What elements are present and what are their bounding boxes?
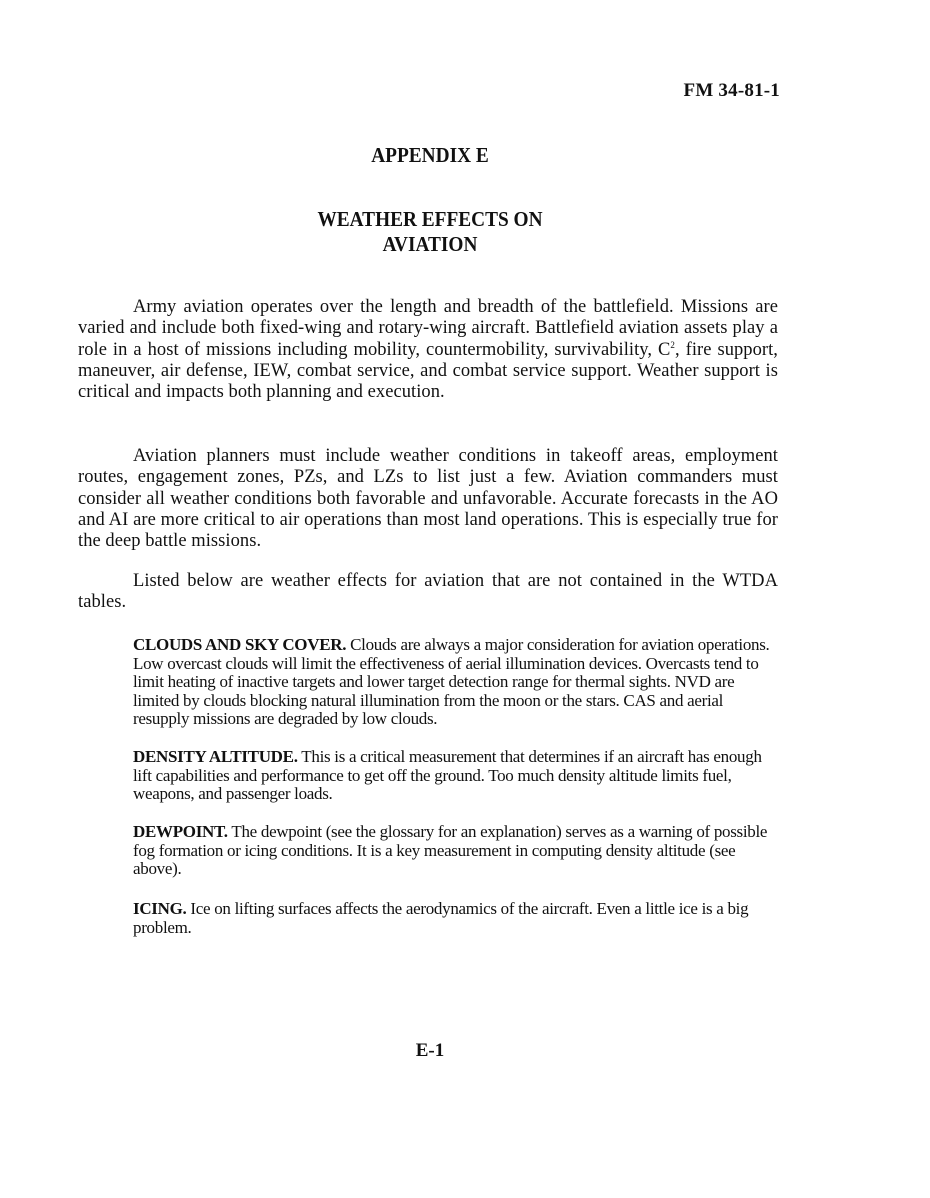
page-number: E-1 bbox=[415, 1040, 445, 1061]
item-term: DENSITY ALTITUDE. bbox=[133, 747, 298, 766]
item-term: ICING. bbox=[133, 899, 187, 918]
list-item-icing bbox=[133, 900, 773, 937]
appendix-heading: APPENDIX E bbox=[371, 143, 489, 167]
item-text: This is a critical measurement that determines if an aircraft has enough lift capabilities and performance to get off the ground. Too much density altitude limits fuel, weapons, and passenger loads. bbox=[133, 747, 762, 804]
paragraph-intro-text-2: , fire support, maneuver, air defense, IEW, combat service, and combat service support. Weather support is critical and impacts both planning and execution. bbox=[78, 339, 778, 403]
item-text: The dewpoint (see the glossary for an explanation) serves as a warning of possible fog formation or icing conditions. It is a key measurement in computing density altitude (see above). bbox=[133, 822, 768, 879]
item-term: CLOUDS AND SKY COVER. bbox=[133, 635, 347, 654]
list-item-clouds bbox=[133, 636, 773, 729]
paragraph-listed-below: Listed below are weather effects for aviation that are not contained in the WTDA tables. bbox=[78, 571, 778, 613]
paragraph-planners: Aviation planners must include weather conditions in takeoff areas, employment routes, engagement zones, PZs, and LZs to list just a few. Aviation commanders must consider all weather conditions both favorable and unfavorable. Accurate forecasts in the AO and AI are more critical to air operations than most land operations. This is especially true for the deep battle missions. bbox=[78, 446, 778, 552]
item-text: Ice on lifting surfaces affects the aerodynamics of the aircraft. Even a little ice is a big problem. bbox=[133, 899, 749, 937]
item-term: DEWPOINT. bbox=[133, 822, 228, 841]
c2-superscript: 2 bbox=[670, 339, 675, 350]
list-item-density-altitude bbox=[133, 748, 773, 804]
paragraph-intro-text-1: Army aviation operates over the length and breadth of the battlefield. Missions are varied and include both fixed-wing and rotary-wing aircraft. Battlefield aviation assets play a role in a host of missions including mobility, countermobility, survivability, C bbox=[78, 297, 778, 360]
page-title bbox=[34, 207, 825, 257]
document-id: FM 34-81-1 bbox=[683, 80, 780, 101]
title-line-2: AVIATION bbox=[382, 232, 478, 256]
title-line-1: WEATHER EFFECTS ON bbox=[317, 207, 543, 231]
item-text: Clouds are always a major consideration for aviation operations. Low overcast clouds will limit the effectiveness of aerial illumination devices. Overcasts tend to limit heating of inactive targets and lower target detection range for thermal sights. NVD are limited by clouds blocking natural illumination from the moon or the stars. CAS and aerial resupply missions are degraded by low clouds. bbox=[133, 635, 770, 729]
paragraph-intro bbox=[78, 297, 778, 403]
list-item-dewpoint bbox=[133, 823, 773, 879]
